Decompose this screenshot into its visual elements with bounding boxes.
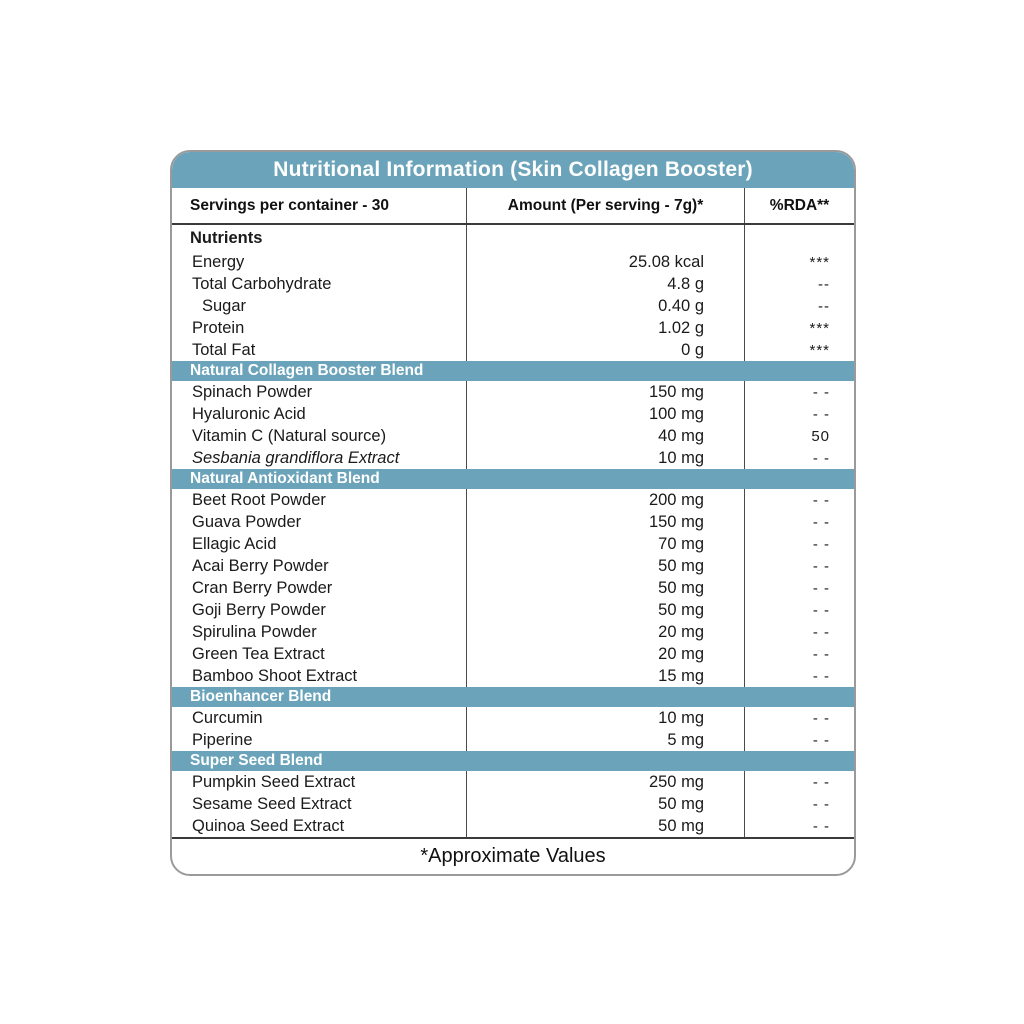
column-header-amount: Amount (Per serving - 7g)* — [467, 188, 745, 223]
nutrient-name: Guava Powder — [172, 511, 467, 533]
amount-value: 200 mg — [467, 489, 745, 511]
table-row — [172, 729, 854, 751]
rda-value: - - — [812, 731, 830, 749]
amount-value: 50 mg — [467, 815, 745, 837]
table-row — [172, 339, 854, 361]
rda-value: - - — [812, 709, 830, 727]
amount-value: 150 mg — [467, 511, 745, 533]
table-row — [172, 381, 854, 403]
amount-value: 50 mg — [467, 793, 745, 815]
nutrient-name: Green Tea Extract — [172, 643, 467, 665]
nutrient-name: Sesame Seed Extract — [172, 793, 467, 815]
rda-value: - - — [812, 773, 830, 791]
section-header: Natural Antioxidant Blend — [172, 469, 854, 489]
nutrient-name: Total Fat — [172, 339, 467, 361]
table-row — [172, 621, 854, 643]
nutrient-name: Pumpkin Seed Extract — [172, 771, 467, 793]
table-body — [172, 225, 854, 837]
rda-value: *** — [809, 319, 830, 337]
rda-value: - - — [812, 579, 830, 597]
section-label: Nutrients — [172, 225, 467, 251]
section-header: Super Seed Blend — [172, 751, 854, 771]
nutrient-name: Sesbania grandiflora Extract — [172, 447, 467, 469]
nutrient-name: Spinach Powder — [172, 381, 467, 403]
section-header: Natural Collagen Booster Blend — [172, 361, 854, 381]
table-row — [172, 425, 854, 447]
rda-value: 50 — [811, 427, 830, 445]
rda-value: - - — [812, 535, 830, 553]
page-title: Nutritional Information (Skin Collagen Booster) — [273, 158, 753, 181]
table-row — [172, 555, 854, 577]
nutrient-name: Bamboo Shoot Extract — [172, 665, 467, 687]
table-row — [172, 577, 854, 599]
amount-value: 100 mg — [467, 403, 745, 425]
amount-value — [467, 225, 745, 251]
rda-value: - - — [812, 645, 830, 663]
table-row — [172, 447, 854, 469]
title-bar — [172, 152, 854, 188]
amount-value: 70 mg — [467, 533, 745, 555]
amount-value: 20 mg — [467, 621, 745, 643]
section-header: Bioenhancer Blend — [172, 687, 854, 707]
nutrient-name: Total Carbohydrate — [172, 273, 467, 295]
amount-value: 150 mg — [467, 381, 745, 403]
table-header-row — [172, 188, 854, 225]
nutrient-name: Spirulina Powder — [172, 621, 467, 643]
nutrient-name: Vitamin C (Natural source) — [172, 425, 467, 447]
nutrition-label-card — [170, 150, 856, 876]
table-row — [172, 599, 854, 621]
amount-value: 50 mg — [467, 555, 745, 577]
rda-value: - - — [812, 449, 830, 467]
rda-value — [745, 225, 854, 251]
amount-value: 4.8 g — [467, 273, 745, 295]
nutrient-name: Sugar — [172, 295, 467, 317]
nutrient-name: Curcumin — [172, 707, 467, 729]
table-row — [172, 665, 854, 687]
amount-value: 250 mg — [467, 771, 745, 793]
rda-value: - - — [812, 667, 830, 685]
table-row — [172, 489, 854, 511]
amount-value: 0.40 g — [467, 295, 745, 317]
table-row — [172, 317, 854, 339]
section-label-row — [172, 225, 854, 251]
amount-value: 25.08 kcal — [467, 251, 745, 273]
nutrient-name: Quinoa Seed Extract — [172, 815, 467, 837]
rda-value: - - — [812, 405, 830, 423]
nutrient-name: Ellagic Acid — [172, 533, 467, 555]
column-header-rda: %RDA** — [769, 196, 830, 214]
nutrient-name: Cran Berry Powder — [172, 577, 467, 599]
rda-value: -- — [818, 297, 830, 315]
column-header-servings: Servings per container - 30 — [172, 188, 467, 223]
nutrient-name: Energy — [172, 251, 467, 273]
rda-value: - - — [812, 795, 830, 813]
rda-value: -- — [818, 275, 830, 293]
table-row — [172, 707, 854, 729]
rda-value: *** — [809, 341, 830, 359]
amount-value: 50 mg — [467, 599, 745, 621]
amount-value: 1.02 g — [467, 317, 745, 339]
nutrient-name: Protein — [172, 317, 467, 339]
table-row — [172, 403, 854, 425]
rda-value: - - — [812, 601, 830, 619]
rda-value: - - — [812, 817, 830, 835]
rda-value: - - — [812, 623, 830, 641]
table-row — [172, 771, 854, 793]
amount-value: 10 mg — [467, 447, 745, 469]
amount-value: 10 mg — [467, 707, 745, 729]
table-row — [172, 511, 854, 533]
amount-value: 40 mg — [467, 425, 745, 447]
amount-value: 15 mg — [467, 665, 745, 687]
nutrient-name: Acai Berry Powder — [172, 555, 467, 577]
amount-value: 0 g — [467, 339, 745, 361]
table-row — [172, 251, 854, 273]
nutrient-name: Beet Root Powder — [172, 489, 467, 511]
nutrient-name: Hyaluronic Acid — [172, 403, 467, 425]
table-row — [172, 815, 854, 837]
table-row — [172, 643, 854, 665]
amount-value: 20 mg — [467, 643, 745, 665]
table-row — [172, 533, 854, 555]
rda-value: - - — [812, 513, 830, 531]
footer-note: *Approximate Values — [172, 837, 854, 874]
amount-value: 5 mg — [467, 729, 745, 751]
rda-value: - - — [812, 557, 830, 575]
table-row — [172, 295, 854, 317]
amount-value: 50 mg — [467, 577, 745, 599]
nutrient-name: Piperine — [172, 729, 467, 751]
rda-value: - - — [812, 383, 830, 401]
rda-value: - - — [812, 491, 830, 509]
rda-value: *** — [809, 253, 830, 271]
table-row — [172, 793, 854, 815]
table-row — [172, 273, 854, 295]
nutrient-name: Goji Berry Powder — [172, 599, 467, 621]
